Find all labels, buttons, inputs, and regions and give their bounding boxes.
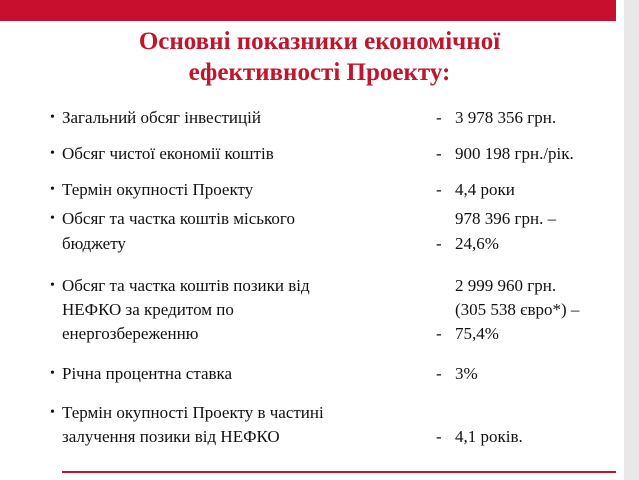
bullet-icon: •: [50, 182, 55, 197]
dash-separator: -: [436, 364, 442, 383]
indicator-label-line-3: енергозбереженню: [62, 324, 199, 343]
indicator-value: 4,4 роки: [455, 180, 515, 199]
bullet-icon: •: [50, 110, 55, 125]
indicator-value: 900 198 грн./рік.: [455, 144, 574, 163]
indicator-value-line-1: 978 396 грн. –: [455, 209, 557, 228]
bullet-icon: •: [50, 146, 55, 161]
dash-separator: -: [436, 180, 442, 199]
dash-separator: -: [436, 234, 442, 253]
bullet-icon: •: [50, 366, 55, 381]
slide-title: [0, 26, 639, 88]
indicator-label-line-1: Термін окупності Проекту в частині: [62, 403, 324, 422]
bottom-red-line: [62, 471, 616, 473]
indicator-value-line-2: 24,6%: [455, 234, 499, 253]
dash-separator: -: [436, 108, 442, 127]
indicator-label-line-2: бюджету: [62, 234, 126, 253]
bullet-icon: •: [50, 211, 55, 226]
indicator-label: Річна процентна ставка: [62, 364, 233, 383]
indicator-label: Обсяг чистої економії коштів: [62, 144, 274, 163]
dash-separator: -: [436, 144, 442, 163]
indicator-value: 3%: [455, 364, 478, 383]
bullet-icon: •: [50, 278, 55, 293]
dash-separator: -: [436, 324, 442, 343]
indicator-label-line-1: Обсяг та частка коштів міського: [62, 209, 295, 228]
indicator-value-line-1: 2 999 960 грн.: [455, 276, 557, 295]
slide-title-line-1: Основні показники економічної: [138, 28, 501, 55]
indicator-label-line-2: залучення позики від НЕФКО: [62, 427, 280, 446]
indicator-value-line-3: 75,4%: [455, 324, 499, 343]
indicator-value: 3 978 356 грн.: [455, 108, 557, 127]
indicator-value-line-2: (305 538 євро*) –: [455, 300, 580, 319]
indicator-label: Термін окупності Проекту: [62, 180, 254, 199]
indicator-label-line-2: НЕФКО за кредитом по: [62, 300, 234, 319]
indicator-label: Загальний обсяг інвестицій: [62, 108, 261, 127]
top-red-bar: [0, 0, 616, 21]
dash-separator: -: [436, 427, 442, 446]
indicator-label-line-1: Обсяг та частка коштів позики від: [62, 276, 310, 295]
slide-title-line-2: ефективності Проекту:: [188, 59, 451, 86]
bullet-icon: •: [50, 405, 55, 420]
indicator-value: 4,1 років.: [455, 427, 523, 446]
